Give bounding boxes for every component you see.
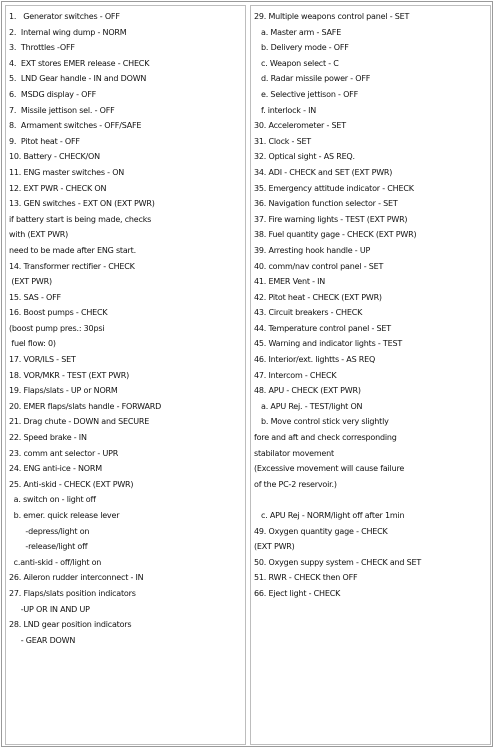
checklist-line: -depress/light on (9, 526, 90, 536)
checklist-line: 1. Generator switches - OFF (9, 12, 120, 21)
checklist-line: need to be made after ENG start. (9, 245, 136, 255)
checklist-line: c.anti-skid - off/light on (9, 557, 102, 567)
right-column (250, 5, 491, 745)
checklist-line: 21. Drag chute - DOWN and SECURE (9, 417, 150, 427)
checklist-line: 22. Speed brake - IN (9, 433, 87, 443)
checklist-line: 8. Armament switches - OFF/SAFE (9, 121, 142, 131)
checklist-line: (EXT PWR) (254, 542, 295, 552)
checklist-line: 28. LND gear position indicators (9, 620, 132, 630)
checklist-line: f. interlock - IN (254, 105, 317, 115)
checklist-line: a. switch on - light off (9, 495, 96, 505)
checklist-line: (EXT PWR) (9, 277, 52, 287)
checklist-line: 34. ADI - CHECK and SET (EXT PWR) (254, 167, 393, 177)
checklist-line: 47. Intercom - CHECK (254, 370, 337, 380)
checklist-line: 14. Transformer rectifier - CHECK (9, 261, 135, 271)
checklist-line: 45. Warning and indicator lights - TEST (254, 339, 403, 349)
checklist-line: -UP OR IN AND UP (9, 604, 90, 614)
checklist-line: 3. Throttles -OFF (9, 43, 75, 53)
checklist-line: a. Master arm - SAFE (254, 27, 342, 37)
checklist-line: 23. comm ant selector - UPR (9, 448, 119, 458)
checklist-table (1, 1, 493, 747)
checklist-line: of the PC-2 reservoir.) (254, 479, 337, 489)
checklist-line: 18. VOR/MKR - TEST (EXT PWR) (9, 370, 130, 380)
checklist-line: 44. Temperature control panel - SET (254, 323, 391, 333)
checklist-line: 5. LND Gear handle - IN and DOWN (9, 74, 147, 84)
checklist-line: 35. Emergency attitude indicator - CHECK (254, 183, 414, 193)
checklist-line: 40. comm/nav control panel - SET (254, 261, 384, 271)
checklist-line: 30. Accelerometer - SET (254, 121, 346, 131)
checklist-line: 16. Boost pumps - CHECK (9, 308, 108, 318)
checklist-line: - GEAR DOWN (9, 635, 76, 645)
checklist-line: 36. Navigation function selector - SET (254, 199, 398, 209)
checklist-line: 50. Oxygen suppy system - CHECK and SET (254, 557, 422, 567)
checklist-line: 2. Internal wing dump - NORM (9, 27, 127, 37)
checklist-line: 4. EXT stores EMER release - CHECK (9, 58, 150, 68)
checklist-line (254, 492, 490, 508)
checklist-line: 15. SAS - OFF (9, 292, 61, 302)
checklist-line: (Excessive movement will cause failure (254, 464, 405, 474)
checklist-line: stabilator movement (254, 448, 334, 458)
checklist-line: 19. Flaps/slats - UP or NORM (9, 386, 118, 396)
checklist-line: b. Move control stick very slightly (254, 417, 389, 427)
checklist-line: 66. Eject light - CHECK (254, 588, 341, 598)
checklist-line: 42. Pitot heat - CHECK (EXT PWR) (254, 292, 382, 302)
checklist-line: 38. Fuel quantity gage - CHECK (EXT PWR) (254, 230, 417, 240)
checklist-line: 39. Arresting hook handle - UP (254, 245, 371, 255)
checklist-line: a. APU Rej. - TEST/light ON (254, 401, 363, 411)
checklist-line: 17. VOR/ILS - SET (9, 355, 76, 365)
checklist-line: 29. Multiple weapons control panel - SET (254, 12, 410, 21)
checklist-line: fore and aft and check corresponding (254, 433, 397, 443)
checklist-line: 48. APU - CHECK (EXT PWR) (254, 386, 361, 396)
checklist-line: (boost pump pres.: 30psi (9, 323, 105, 333)
checklist-line: 43. Circuit breakers - CHECK (254, 308, 363, 318)
checklist-line: 12. EXT PWR - CHECK ON (9, 183, 107, 193)
checklist-line: b. Delivery mode - OFF (254, 43, 349, 53)
checklist-line: with (EXT PWR) (9, 230, 69, 240)
checklist-line: 24. ENG anti-ice - NORM (9, 464, 102, 474)
checklist-line: -release/light off (9, 542, 88, 552)
checklist-line: d. Radar missile power - OFF (254, 74, 371, 84)
checklist-line: 25. Anti-skid - CHECK (EXT PWR) (9, 479, 134, 489)
checklist-line: 26. Aileron rudder interconnect - IN (9, 573, 144, 583)
checklist-line: fuel flow: 0) (9, 339, 56, 349)
checklist-line: 7. Missile jettison sel. - OFF (9, 105, 115, 115)
checklist-line: 9. Pitot heat - OFF (9, 136, 80, 146)
checklist-line: 41. EMER Vent - IN (254, 277, 326, 287)
checklist-line: 51. RWR - CHECK then OFF (254, 573, 358, 583)
checklist-line: 37. Fire warning lights - TEST (EXT PWR) (254, 214, 408, 224)
checklist-line: 10. Battery - CHECK/ON (9, 152, 100, 162)
checklist-line: 13. GEN switches - EXT ON (EXT PWR) (9, 199, 155, 209)
checklist-line: 49. Oxygen quantity gage - CHECK (254, 526, 388, 536)
checklist-line: 11. ENG master switches - ON (9, 167, 125, 177)
checklist-line: e. Selective jettison - OFF (254, 89, 358, 99)
checklist-line: c. APU Rej - NORM/light off after 1min (254, 511, 405, 520)
checklist-line: 32. Optical sight - AS REQ. (254, 152, 355, 162)
checklist-line: 6. MSDG display - OFF (9, 89, 97, 99)
checklist-line: c. Weapon select - C (254, 58, 339, 68)
checklist-line: 31. Clock - SET (254, 136, 311, 146)
checklist-line: 20. EMER flaps/slats handle - FORWARD (9, 401, 162, 411)
checklist-line: 27. Flaps/slats position indicators (9, 588, 136, 598)
checklist-line: if battery start is being made, checks (9, 214, 152, 224)
checklist-line: b. emer. quick release lever (9, 511, 120, 520)
checklist-line: 46. Interior/ext. lightts - AS REQ (254, 355, 376, 365)
left-column (5, 5, 246, 745)
